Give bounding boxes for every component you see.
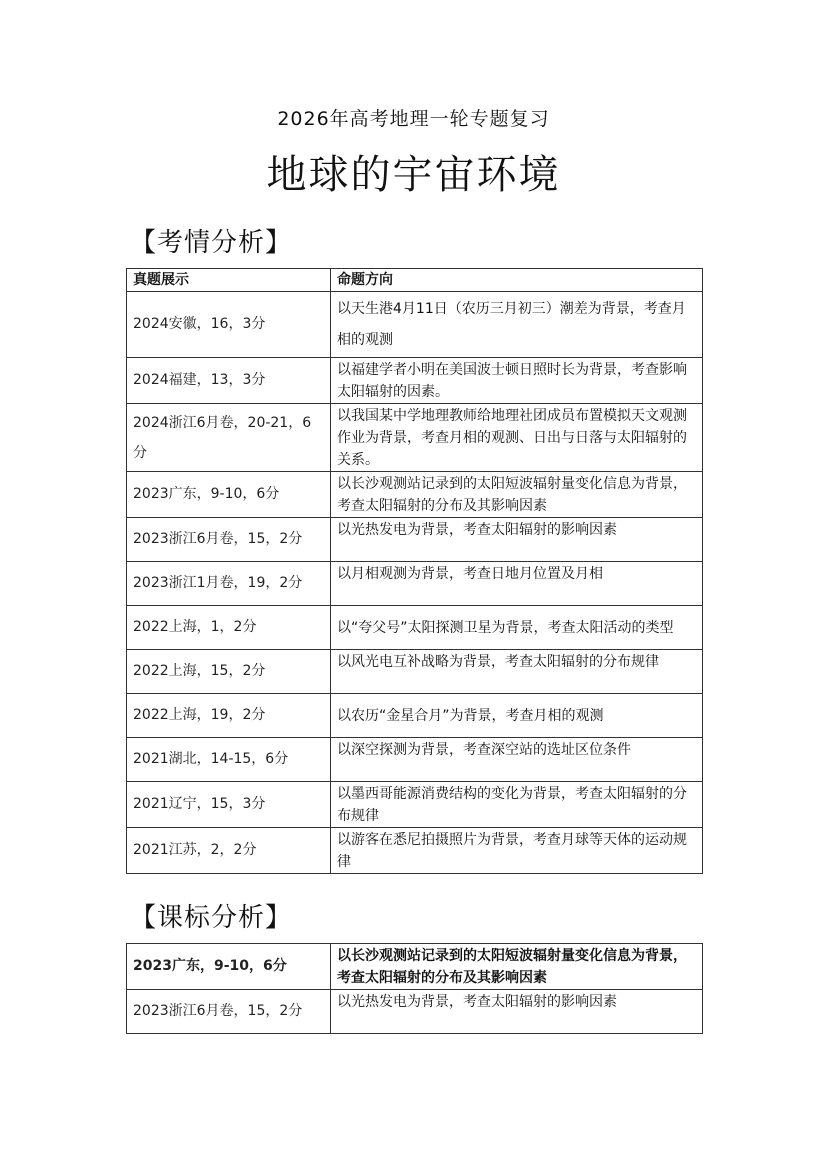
exam-analysis-table bbox=[126, 268, 703, 874]
proposition-cell: 以墨西哥能源消费结构的变化为背景，考查太阳辐射的分布规律 bbox=[331, 782, 703, 828]
question-source-cell: 2022上海，19，2分 bbox=[127, 694, 331, 738]
proposition-cell: 以游客在悉尼拍摄照片为背景，考查月球等天体的运动规律 bbox=[331, 828, 703, 874]
table-row bbox=[127, 358, 703, 404]
table-row bbox=[127, 562, 703, 606]
question-source-cell: 2022上海，15，2分 bbox=[127, 650, 331, 694]
proposition-cell: 以我国某中学地理教师给地理社团成员布置模拟天文观测作业为背景，考查月相的观测、日出与日落与太阳辐射的关系。 bbox=[331, 404, 703, 472]
table-row bbox=[127, 990, 703, 1034]
table-row bbox=[127, 606, 703, 650]
table-row bbox=[127, 292, 703, 358]
proposition-cell: 以农历“金星合月”为背景，考查月相的观测 bbox=[331, 694, 703, 738]
table-row bbox=[127, 650, 703, 694]
question-source-cell: 2023浙江1月卷，19，2分 bbox=[127, 562, 331, 606]
question-source-cell: 2024浙江6月卷，20-21，6分 bbox=[127, 404, 331, 472]
table-row bbox=[127, 472, 703, 518]
section-heading-exam-analysis: 【考情分析】 bbox=[130, 228, 293, 258]
proposition-cell: 以天生港4月11日（农历三月初三）潮差为背景，考查月相的观测 bbox=[331, 292, 703, 358]
question-source-cell: 2021辽宁，15，3分 bbox=[127, 782, 331, 828]
table-row bbox=[127, 518, 703, 562]
table-row bbox=[127, 828, 703, 874]
proposition-cell: 以“夸父号”太阳探测卫星为背景，考查太阳活动的类型 bbox=[331, 606, 703, 650]
proposition-cell: 以光热发电为背景，考查太阳辐射的影响因素 bbox=[331, 518, 703, 562]
proposition-cell: 以光热发电为背景，考查太阳辐射的影响因素 bbox=[331, 990, 703, 1034]
question-source-cell: 2023浙江6月卷，15，2分 bbox=[127, 518, 331, 562]
document-subtitle: 2026年高考地理一轮专题复习 bbox=[277, 108, 550, 130]
table-row bbox=[127, 944, 703, 990]
question-source-cell: 2021湖北，14-15，6分 bbox=[127, 738, 331, 782]
table-row bbox=[127, 694, 703, 738]
document-title: 地球的宇宙环境 bbox=[266, 152, 561, 198]
proposition-cell: 以月相观测为背景，考查日地月位置及月相 bbox=[331, 562, 703, 606]
question-source-cell: 2023广东，9-10，6分 bbox=[127, 472, 331, 518]
standard-analysis-table bbox=[126, 943, 703, 1034]
question-source-cell: 2021江苏，2，2分 bbox=[127, 828, 331, 874]
proposition-cell: 以深空探测为背景，考查深空站的选址区位条件 bbox=[331, 738, 703, 782]
proposition-cell: 以长沙观测站记录到的太阳短波辐射量变化信息为背景，考查太阳辐射的分布及其影响因素 bbox=[331, 944, 703, 990]
table-row bbox=[127, 404, 703, 472]
question-source-cell: 2024福建，13，3分 bbox=[127, 358, 331, 404]
table-row bbox=[127, 782, 703, 828]
proposition-cell: 以长沙观测站记录到的太阳短波辐射量变化信息为背景，考查太阳辐射的分布及其影响因素 bbox=[331, 472, 703, 518]
question-source-cell: 2023浙江6月卷，15，2分 bbox=[127, 990, 331, 1034]
question-source-cell: 2022上海，1，2分 bbox=[127, 606, 331, 650]
question-source-cell: 2023广东，9-10，6分 bbox=[127, 944, 331, 990]
section-heading-standard-analysis: 【课标分析】 bbox=[130, 903, 293, 933]
header-proposition-direction: 命题方向 bbox=[331, 269, 703, 292]
table-row bbox=[127, 738, 703, 782]
question-source-cell: 2024安徽，16，3分 bbox=[127, 292, 331, 358]
header-real-questions: 真题展示 bbox=[127, 269, 331, 292]
proposition-cell: 以福建学者小明在美国波士顿日照时长为背景，考查影响太阳辐射的因素。 bbox=[331, 358, 703, 404]
table-header-row bbox=[127, 269, 703, 292]
proposition-cell: 以风光电互补战略为背景，考查太阳辐射的分布规律 bbox=[331, 650, 703, 694]
